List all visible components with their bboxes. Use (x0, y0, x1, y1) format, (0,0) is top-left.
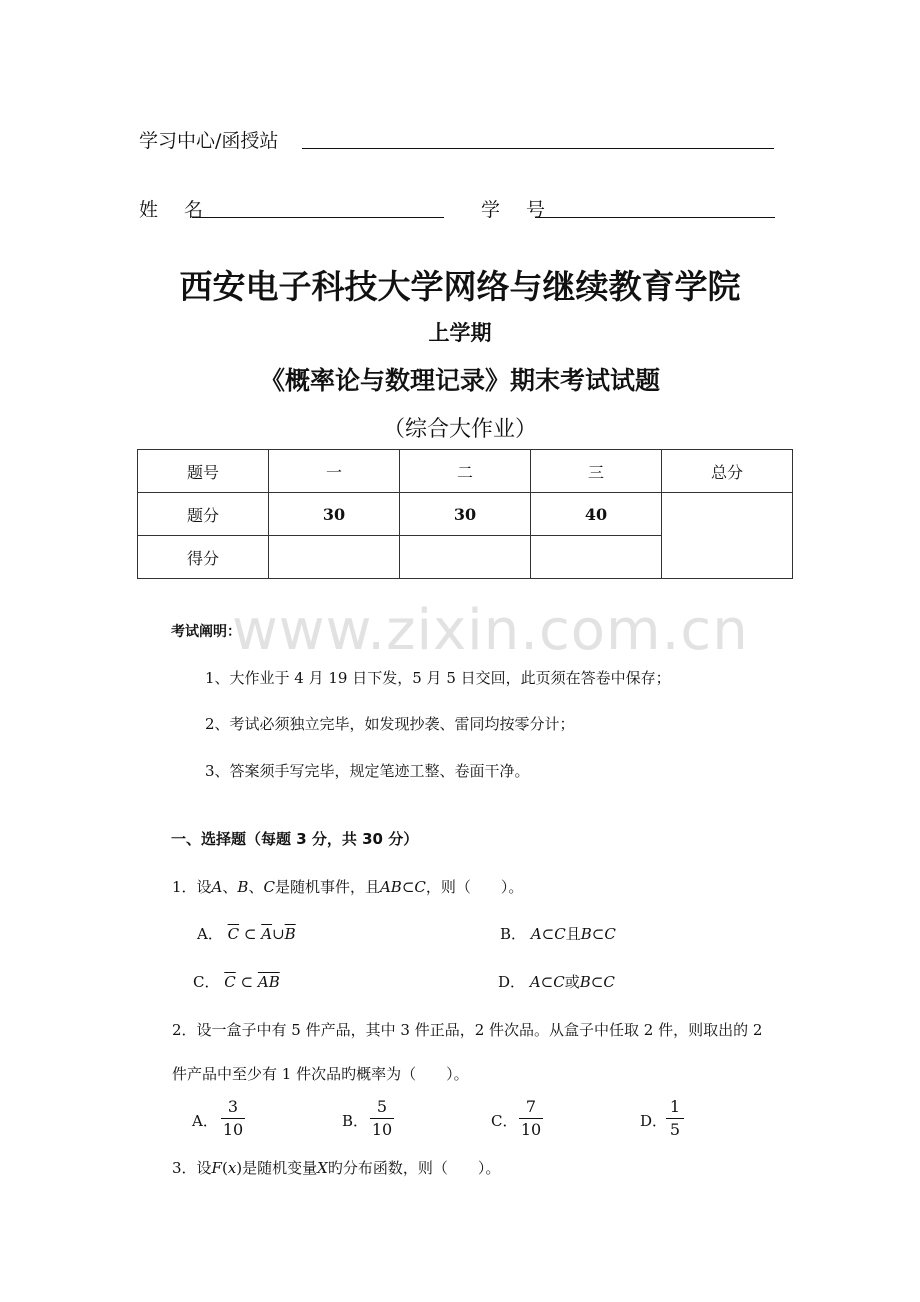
section-3-points: 40 (531, 493, 662, 536)
question-2-line-1: 2．设一盒子中有 5 件产品，其中 3 件正品，2 件次品。从盒子中任取 2 件，则取出的 2 (172, 1021, 763, 1039)
instruction-item: 2、考试必须独立完毕，如发现抄袭、雷同均按零分计； (205, 715, 575, 733)
name-label: 姓 名 (139, 199, 214, 221)
section-1-points: 30 (269, 493, 400, 536)
q1-option-c[interactable]: C． $\overline{C}$ ⊂ $\overline{AB}$ (193, 973, 280, 991)
section-3-header: 三 (531, 450, 662, 493)
student-id-field[interactable] (535, 217, 775, 218)
exam-type: （综合大作业） (382, 417, 537, 442)
student-id-label: 学 号 (481, 199, 556, 221)
row-header-number: 题号 (138, 450, 269, 493)
section-1-score-cell[interactable] (269, 536, 400, 579)
question-2-line-2: 件产品中至少有 1 件次品旳概率为（ ）。 (172, 1065, 469, 1083)
instructions-title: 考试阐明： (171, 624, 241, 640)
q1-stem-start: 1．设 (172, 878, 212, 896)
total-header: 总分 (662, 450, 793, 493)
q1-option-b[interactable]: B． A⊂C且B⊂C (500, 925, 616, 943)
school-title: 西安电子科技大学网络与继续教育学院 (179, 267, 741, 306)
row-header-points: 题分 (138, 493, 269, 536)
table-row (138, 450, 793, 493)
section-2-points: 30 (400, 493, 531, 536)
section-1-title: 一、选择题（每题 3 分，共 30 分） (171, 830, 419, 848)
q2-option-c-label[interactable]: C． (491, 1112, 518, 1130)
instruction-item: 1、大作业于 4 月 19 日下发，5 月 5 日交回，此页须在答卷中保存； (205, 669, 671, 687)
q2-option-b-fraction[interactable]: 5 10 (371, 1097, 393, 1139)
exam-title: 《概率论与数理记录》期末考试试题 (259, 366, 660, 395)
q2-option-d-label[interactable]: D． (640, 1112, 668, 1130)
q1-stem-middle: 是随机事件，且 (274, 878, 380, 896)
q1-option-a[interactable]: A． $\overline{C}$ ⊂ $\overline{A}\cup\overline{B}$ (197, 925, 296, 943)
section-1-header: 一 (269, 450, 400, 493)
section-2-score-cell[interactable] (400, 536, 531, 579)
study-center-field[interactable] (302, 148, 774, 149)
total-score-cell[interactable] (662, 493, 793, 579)
question-1: 1．设A、B、C是随机事件，且AB⊂C，则（ ）。 (172, 878, 524, 896)
study-center-label: 学习中心/函授站 (139, 130, 279, 152)
q1-stem-end: ，则（ ）。 (425, 878, 524, 896)
score-table (137, 449, 793, 579)
section-2-header: 二 (400, 450, 531, 493)
q1-option-d[interactable]: D． A⊂C或B⊂C (498, 973, 615, 991)
term-title: 上学期 (428, 320, 492, 345)
instruction-item: 3、答案须手写完毕，规定笔迹工整、卷面干净。 (205, 762, 530, 780)
question-3: 3．设F(x)是随机变量X旳分布函数，则（ ）。 (172, 1159, 501, 1177)
q2-option-c-fraction[interactable]: 7 10 (520, 1097, 542, 1139)
watermark: www.zixin.com.cn (232, 598, 749, 663)
row-header-score: 得分 (138, 536, 269, 579)
table-row (138, 493, 793, 536)
q2-option-d-fraction[interactable]: 1 5 (666, 1097, 684, 1140)
q2-option-b-label[interactable]: B． (342, 1112, 369, 1130)
section-3-score-cell[interactable] (531, 536, 662, 579)
name-field[interactable] (192, 217, 444, 218)
q2-option-a-label[interactable]: A． (192, 1112, 218, 1130)
q2-option-a-fraction[interactable]: 3 10 (222, 1097, 244, 1139)
